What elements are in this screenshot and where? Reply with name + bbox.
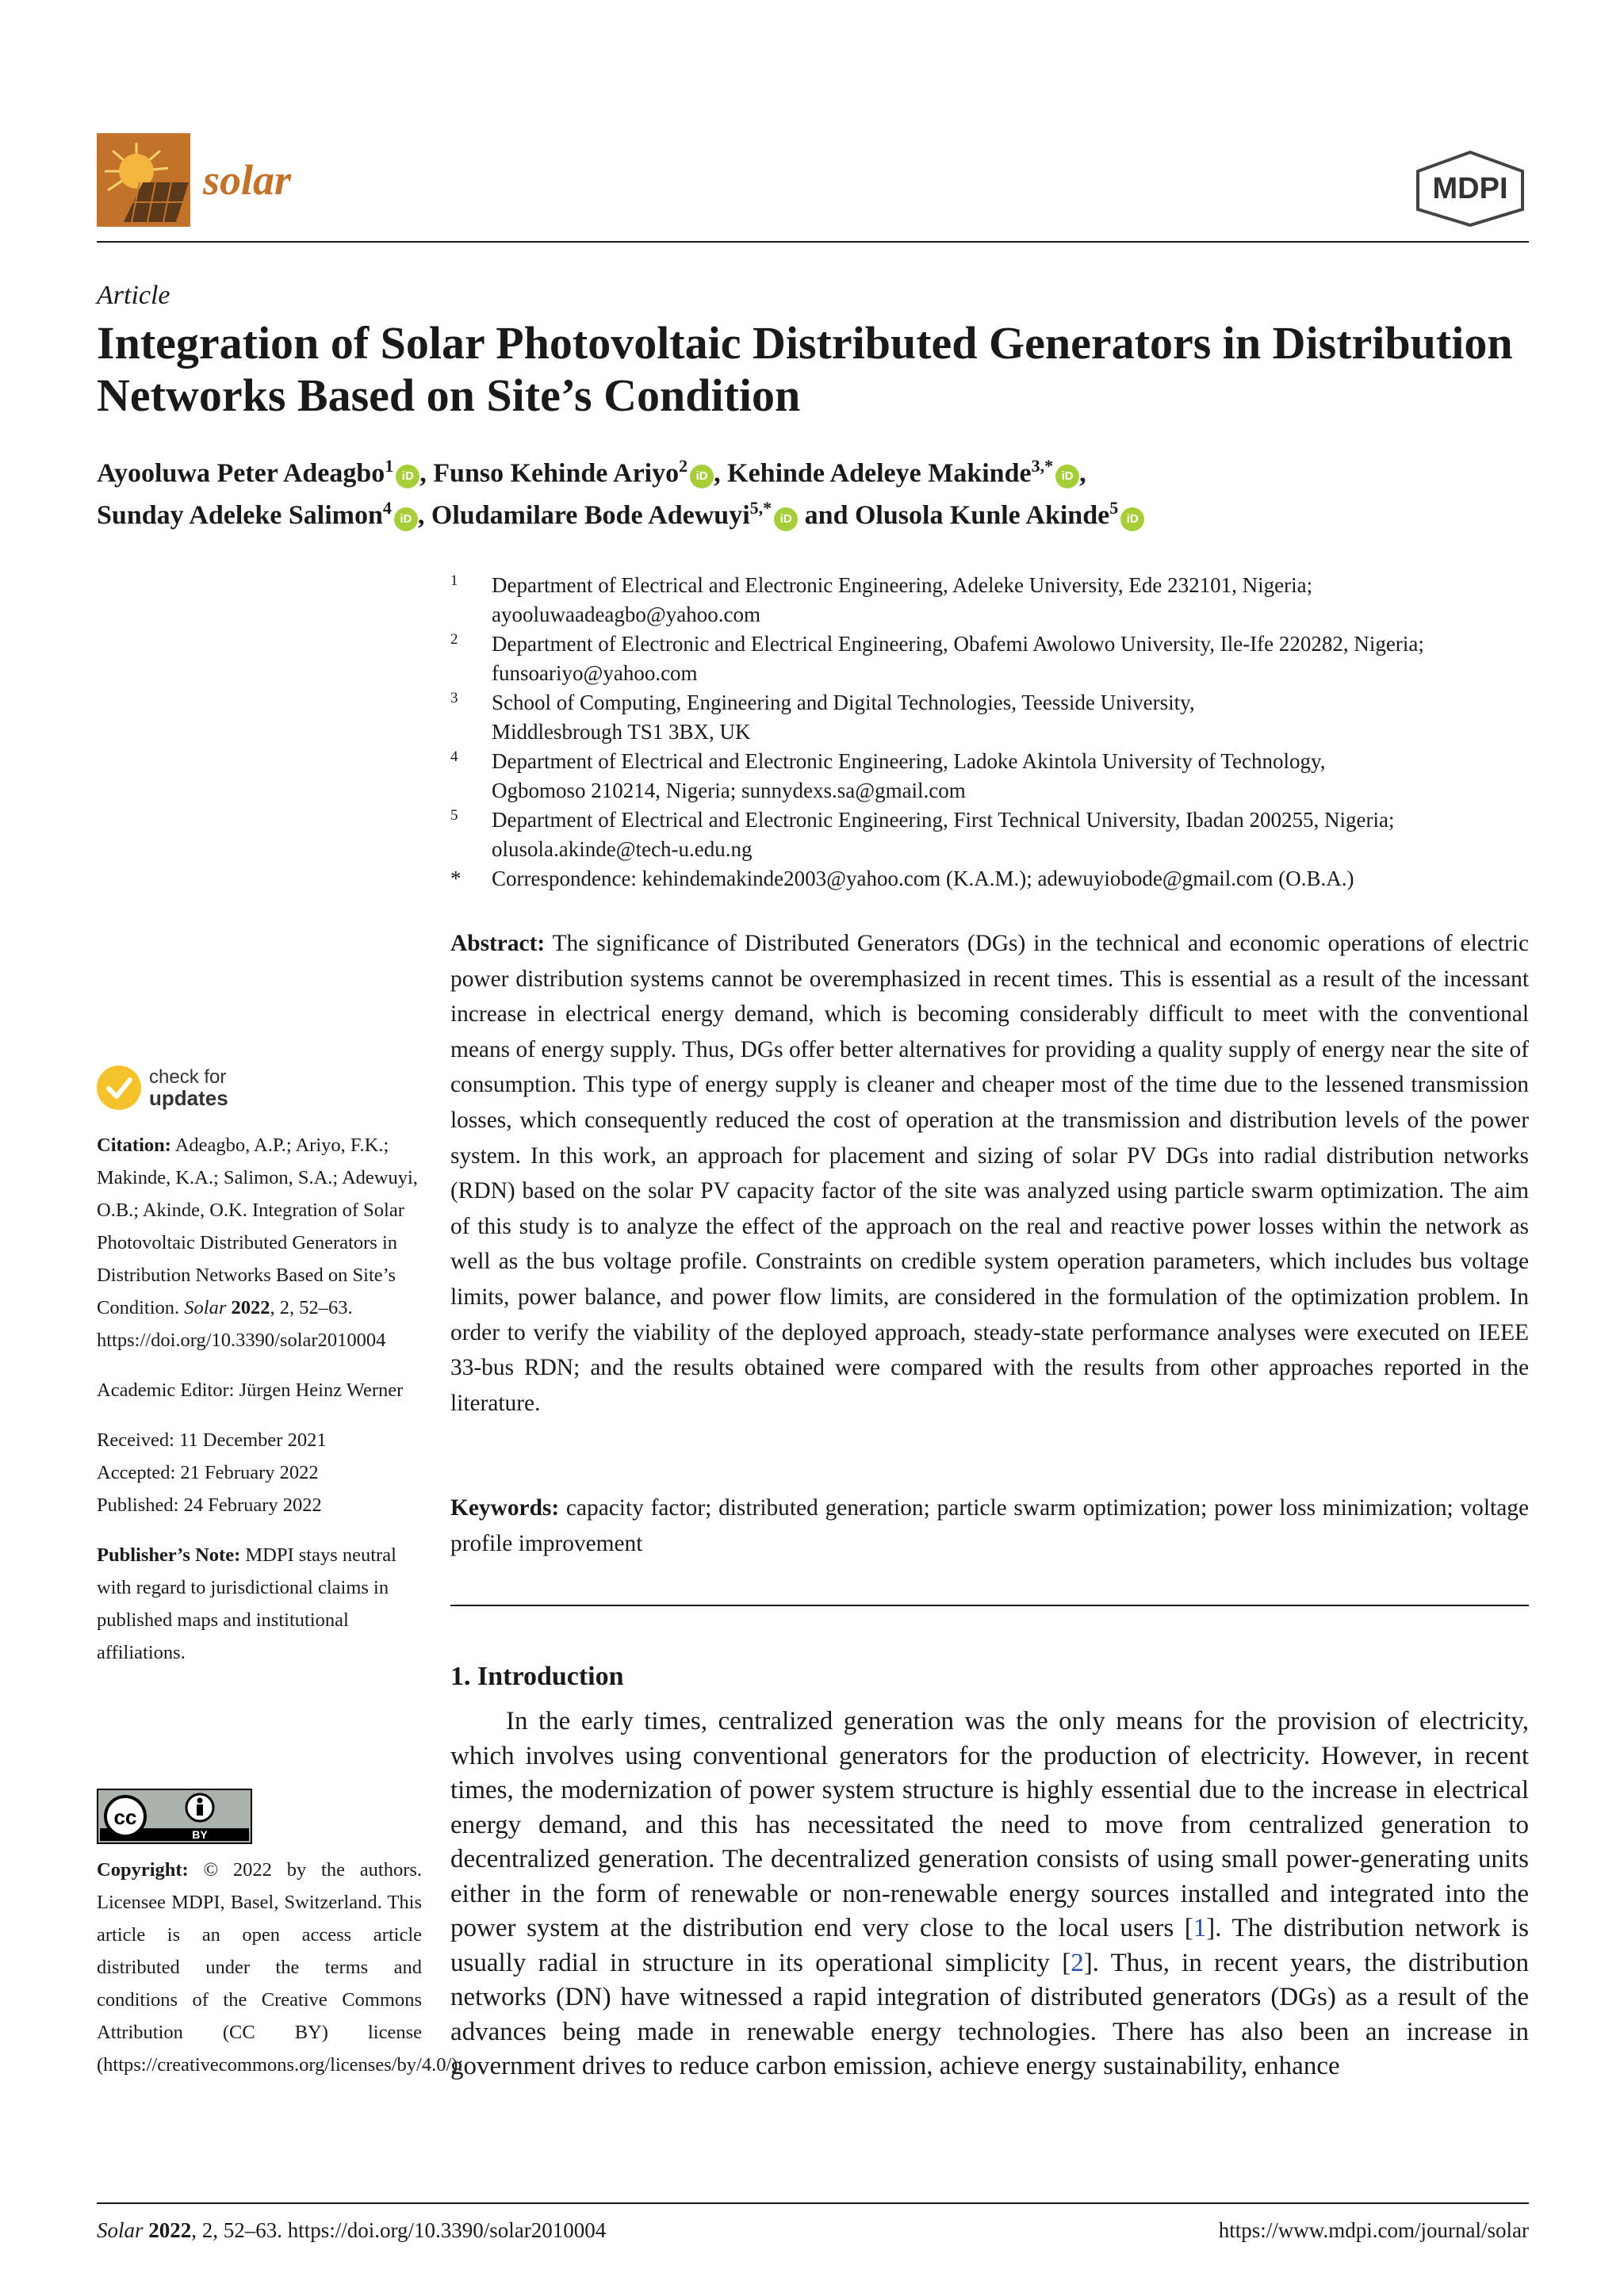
citation-label: Citation:	[97, 1135, 171, 1156]
mdpi-logo-text: MDPI	[1432, 172, 1508, 205]
accepted-date: Accepted: 21 February 2022	[97, 1462, 319, 1483]
abstract	[450, 926, 1529, 1421]
author-sep: ,	[714, 458, 728, 488]
journal-name: solar	[203, 156, 292, 204]
affiliation-email[interactable]: Ogbomoso 210214, Nigeria; sunnydexs.sa@gmail.com	[492, 779, 966, 802]
orcid-icon[interactable]: iD	[690, 465, 714, 488]
author-sep: ,	[417, 500, 431, 530]
article-title: Integration of Solar Photovoltaic Distributed Generators in Distribution Networks Based on Site’s Condition	[97, 317, 1513, 421]
author-3-affil: 3,*	[1031, 456, 1054, 476]
check-for-updates-icon[interactable]	[97, 1066, 141, 1110]
affiliation-email[interactable]: olusola.akinde@tech-u.edu.ng	[492, 837, 753, 861]
keywords-label: Keywords:	[450, 1495, 560, 1521]
orcid-icon[interactable]: iD	[1120, 507, 1144, 531]
abstract-text: The significance of Distributed Generators (DGs) in the technical and economic operations of electric power distribution systems cannot be overemphasized in recent times. This is essential as a result of the incessant increase in electrical energy demand, which is becoming considerably difficult to meet with the conventional means of energy supply. Thus, DGs offer better alternatives for providing a quality supply of energy near the site of consumption. This type of energy supply is cleaner and cheaper most of the time due to the lessened transmission losses, which consequently reduced the cost of operation at the transmission and distribution levels of the power system. In this work, an approach for placement and sizing of solar PV DGs into radial distribution networks (RDN) based on the solar PV capacity factor of the site was analyzed using particle swarm optimization. The aim of this study is to analyze the effect of the approach on the real and reactive power losses within the network as well as the bus voltage profile. Constraints on credible system operation parameters, which includes bus voltage limits, power balance, and power flow limits, are considered in the formulation of the optimization problem. In order to verify the viability of the deployed approach, steady-state performance analyses were executed on IEEE 33-bus RDN; and the results obtained were compared with the results from other approaches reported in the literature.	[450, 931, 1529, 1416]
received-date: Received: 11 December 2021	[97, 1429, 327, 1451]
author-list	[97, 449, 1529, 534]
footer-rule	[97, 2202, 1529, 2204]
affiliation-email[interactable]: ayooluwaadeagbo@yahoo.com	[492, 603, 761, 626]
author-1-name[interactable]: Ayooluwa Peter Adeagbo	[97, 458, 385, 488]
copyright-label: Copyright:	[97, 1859, 189, 1881]
author-5-affil: 5,*	[749, 498, 772, 519]
affiliation-text: School of Computing, Engineering and Digital Technologies, Teesside University,	[492, 691, 1195, 714]
author-6-affil: 5	[1109, 498, 1119, 519]
author-5-name[interactable]: Oludamilare Bode Adewuyi	[431, 500, 750, 530]
author-4-name[interactable]: Sunday Adeleke Salimon	[97, 500, 383, 530]
introduction-paragraph	[450, 1705, 1529, 2084]
correspondence	[450, 864, 1529, 894]
intro-text: ]. The distribution network is usually radial in structure in its operational simplicity [	[450, 1914, 1529, 1977]
intro-text: In the early times, centralized generation was the only means for the provision of electricity, which involves using conventional generators for the production of electricity. However, in recent times, the modernization of power system structure is highly essential due to the increase in electrical energy demand, and this has necessitated the need to move from centralized generation to decentralized generation. The decentralized generation consists of using small power-generating units either in the form of renewable or non-renewable energy sources installed and integrated into the power system at the distribution end very close to the local users [	[450, 1707, 1529, 1942]
affiliation-4	[450, 747, 1529, 806]
affiliation-address: Middlesbrough TS1 3BX, UK	[492, 720, 751, 744]
citation-link-2[interactable]: 2	[1071, 1948, 1084, 1977]
mdpi-logo	[1411, 149, 1529, 228]
citation-doi[interactable]: , 2, 52–63. https://doi.org/10.3390/solar2010004	[97, 1297, 386, 1351]
affiliation-1	[450, 571, 1529, 629]
published-date: Published: 24 February 2022	[97, 1494, 322, 1516]
section-heading-introduction: 1. Introduction	[450, 1662, 624, 1691]
affiliation-3	[450, 688, 1529, 747]
footer-journal: Solar	[97, 2218, 144, 2242]
abstract-label: Abstract:	[450, 931, 546, 956]
article-info-sidebar	[97, 1129, 422, 1669]
solar-journal-logo	[97, 133, 190, 227]
citation-text: Adeagbo, A.P.; Ariyo, F.K.; Makinde, K.A.; Salimon, S.A.; Adewuyi, O.B.; Akinde, O.K. Integration of Solar Photovoltaic Distributed Generators in Distribution Networks Based on Site’s Condition.	[97, 1135, 418, 1318]
citation-block	[97, 1129, 422, 1357]
author-sep: ,	[419, 458, 434, 488]
publisher-note-label: Publisher’s Note:	[97, 1544, 241, 1566]
affiliation-number: 2	[450, 631, 458, 648]
orcid-icon[interactable]: iD	[1055, 465, 1079, 488]
author-6-name[interactable]: Olusola Kunle Akinde	[854, 500, 1110, 530]
orcid-icon[interactable]: iD	[396, 465, 419, 488]
academic-editor: Academic Editor: Jürgen Heinz Werner	[97, 1380, 404, 1401]
affiliation-text: Department of Electronic and Electrical Engineering, Obafemi Awolowo University, Ile-Ife 220282, Nigeria;	[492, 632, 1424, 656]
footer-doi-link[interactable]: , 2, 52–63. https://doi.org/10.3390/solar2010004	[191, 2218, 607, 2242]
author-2-affil: 2	[679, 456, 688, 476]
footer-citation	[97, 2218, 606, 2243]
check-updates-line1: check for	[149, 1066, 227, 1088]
article-type: Article	[97, 281, 170, 310]
check-for-updates-button[interactable]	[149, 1067, 228, 1108]
svg-text:cc: cc	[113, 1805, 137, 1829]
affiliations	[450, 571, 1529, 894]
keywords-text: capacity factor; distributed generation; particle swarm optimization; power loss minimization; voltage profile improvement	[450, 1495, 1529, 1556]
check-updates-line2: updates	[149, 1086, 228, 1110]
affiliation-number: 1	[450, 572, 458, 589]
author-2-name[interactable]: Funso Kehinde Ariyo	[433, 458, 680, 488]
correspondence-marker: *	[450, 867, 462, 890]
citation-link-1[interactable]: 1	[1193, 1914, 1207, 1942]
author-1-affil: 1	[385, 456, 394, 476]
citation-year: 2022	[231, 1297, 270, 1318]
footer-year: 2022	[148, 2218, 192, 2242]
publisher-note-text: MDPI stays neutral with regard to jurisdictional claims in published maps and institutional affiliations.	[97, 1544, 396, 1663]
orcid-icon[interactable]: iD	[774, 507, 798, 531]
author-sep: ,	[1079, 458, 1086, 488]
citation-journal: Solar	[184, 1297, 227, 1318]
keywords	[450, 1490, 1529, 1561]
header-rule	[97, 241, 1529, 243]
intro-text: ]. Thus, in recent years, the distribution networks (DN) have witnessed a rapid integration of distributed generators (DGs) as a result of the advances being made in renewable energy technologies. There has also been an increase in government drives to reduce carbon emission, achieve energy sustainability, enhance	[450, 1948, 1529, 2080]
author-4-affil: 4	[382, 498, 392, 519]
publisher-note	[97, 1539, 422, 1669]
cc-by-label: BY	[192, 1828, 208, 1841]
affiliation-number: 3	[450, 690, 458, 706]
copyright-notice	[97, 1854, 463, 2081]
correspondence-text[interactable]: Correspondence: kehindemakinde2003@yahoo.com (K.A.M.); adewuyiobode@gmail.com (O.B.A.)	[492, 867, 1354, 890]
affiliation-text: Department of Electrical and Electronic Engineering, First Technical University, Ibadan 200255, Nigeria;	[492, 808, 1395, 832]
affiliation-email[interactable]: funsoariyo@yahoo.com	[492, 661, 698, 685]
affiliation-2	[450, 629, 1529, 688]
footer-journal-url[interactable]: https://www.mdpi.com/journal/solar	[1218, 2218, 1529, 2242]
affiliation-text: Department of Electrical and Electronic Engineering, Adeleke University, Ede 232101, Nigeria;	[492, 573, 1313, 597]
copyright-text: © 2022 by the authors. Licensee MDPI, Basel, Switzerland. This article is an open access article distributed under the terms and conditions of the Creative Commons Attribution (CC BY) license (https://creativecommons.org/licenses/by/4.0/).	[97, 1859, 463, 2076]
affiliation-text: Department of Electrical and Electronic Engineering, Ladoke Akintola University of Technology,	[492, 749, 1326, 773]
affiliation-number: 5	[450, 807, 458, 824]
affiliation-5	[450, 806, 1529, 864]
section-divider	[450, 1605, 1529, 1606]
affiliation-number: 4	[450, 748, 458, 765]
author-sep: and	[798, 500, 855, 530]
cc-by-license-icon[interactable]	[97, 1789, 252, 1844]
orcid-icon[interactable]: iD	[394, 507, 418, 531]
author-3-name[interactable]: Kehinde Adeleye Makinde	[727, 458, 1032, 488]
